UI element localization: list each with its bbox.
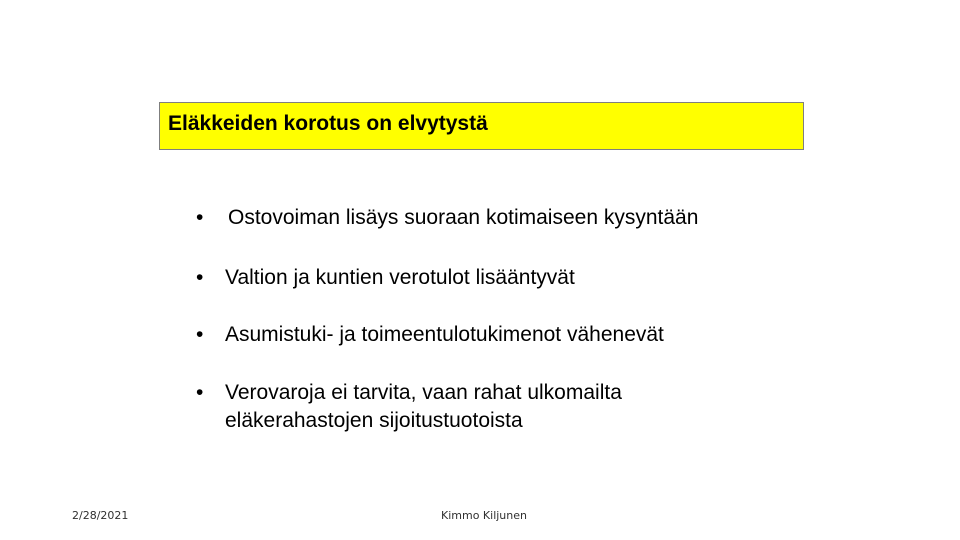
bullet-icon: • (196, 381, 204, 404)
bullet-text: Asumistuki- ja toimeentulotukimenot vähenevät (225, 323, 664, 346)
bullet-text: Ostovoiman lisäys suoraan kotimaiseen kysyntään (228, 206, 699, 229)
bullet-icon: • (196, 323, 204, 346)
footer-date: 2/28/2021 (72, 509, 129, 522)
bullet-icon: • (196, 266, 204, 289)
bullet-text: Verovaroja ei tarvita, vaan rahat ulkomailta (225, 381, 622, 404)
footer-author: Kimmo Kiljunen (441, 509, 527, 522)
title-box (159, 102, 804, 150)
bullet-text: Valtion ja kuntien verotulot lisääntyvät (225, 266, 575, 289)
bullet-icon: • (196, 206, 204, 229)
bullet-text-continuation: eläkerahastojen sijoitustuotoista (225, 409, 523, 432)
slide-title: Eläkkeiden korotus on elvytystä (168, 112, 488, 135)
